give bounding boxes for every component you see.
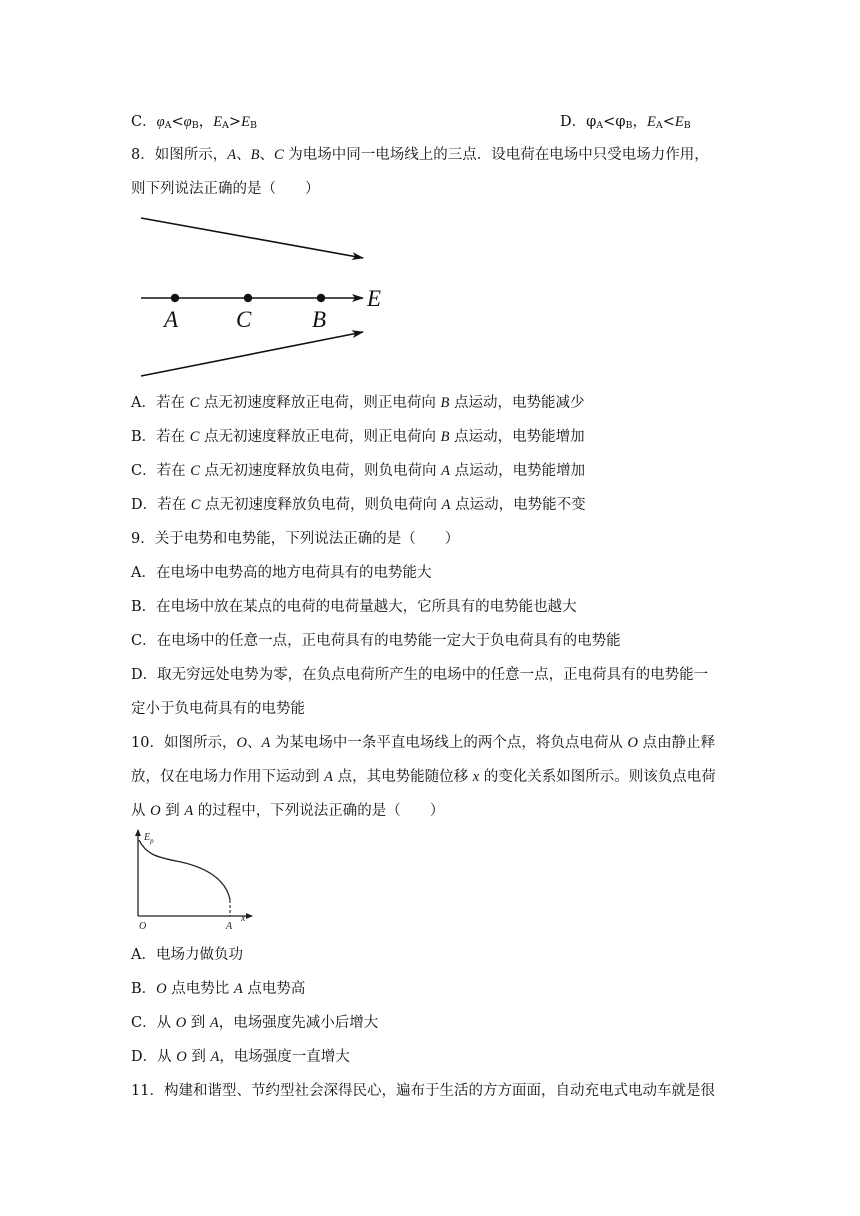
q10-option-c: C．从 O 到 A，电场强度先减小后增大 (131, 1015, 379, 1031)
q8-option-a: A．若在 C 点无初速度释放正电荷，则正电荷向 B 点运动，电势能减少 (131, 395, 585, 411)
q10-option-b: B．O 点电势比 A 点电势高 (131, 981, 306, 997)
q10-option-a: A．电场力做负功 (131, 947, 243, 963)
q8-field-line-figure (135, 210, 395, 380)
lower-field-line (141, 332, 363, 376)
upper-field-line (141, 218, 363, 258)
point-b-label: B (312, 307, 327, 332)
point-c-label: C (236, 307, 252, 332)
q9-option-d-line2: 定小于负电荷具有的电势能 (131, 701, 305, 717)
prev-option-c: C．$\varphi_A<\varphi_B$，$E_A>E_B$ D．$\varphi_A<\varphi_B$，$E_A<E_B$ (131, 112, 257, 136)
point-c-dot (244, 294, 252, 302)
q10-ep-x-graph (128, 826, 258, 936)
q10-stem-line2: 放，仅在电场力作用下运动到 A 点，其电势能随位移 x 的变化关系如图所示。则该负点电荷 (131, 769, 716, 785)
q9-option-b: B．在电场中放在某点的电荷的电荷量越大，它所具有的电势能也越大 (131, 599, 577, 615)
origin-label: O (139, 921, 147, 932)
q10-stem-line3: 从 O 到 A 的过程中，下列说法正确的是（ ） (131, 803, 445, 819)
x-axis-label: x (241, 913, 246, 924)
q8-option-b: B．若在 C 点无初速度释放正电荷，则正电荷向 B 点运动，电势能增加 (131, 429, 585, 445)
q11-stem: 11．构建和谐型、节约型社会深得民心，遍布于生活的方方面面，自动充电式电动车就是很 (131, 1083, 715, 1099)
point-a-label: A (164, 307, 179, 332)
q9-option-a: A．在电场中电势高的地方电荷具有的电势能大 (131, 565, 432, 581)
point-b-dot (317, 294, 325, 302)
field-e-label: E (367, 286, 382, 311)
prev-option-d: D．$\varphi_A<\varphi_B$，$E_A<E_B$ (560, 114, 691, 131)
q10-stem-line1: 10．如图所示，O、A 为某电场中一条平直电场线上的两个点，将负点电荷从 O 点由静止释 (131, 735, 716, 751)
point-a-dot (171, 294, 179, 302)
q9-option-d-line1: D．取无穷远处电势为零，在负点电荷所产生的电场中的任意一点，正电荷具有的电势能一 (131, 667, 709, 683)
q9-stem: 9．关于电势和电势能，下列说法正确的是（ ） (131, 531, 460, 547)
q8-stem-line2: 则下列说法正确的是（ ） (131, 181, 320, 197)
q8-option-d: D．若在 C 点无初速度释放负电荷，则负电荷向 A 点运动，电势能不变 (131, 497, 586, 513)
q8-stem-line1: 8．如图所示，A、B、C 为电场中同一电场线上的三点．设电荷在电场中只受电场力作用， (131, 147, 709, 163)
ep-curve (139, 840, 230, 900)
point-a-axis-label: A (226, 921, 233, 932)
q10-option-d: D．从 O 到 A，电场强度一直增大 (131, 1049, 350, 1065)
ep-axis-label: $E_p$ (144, 832, 154, 845)
q9-option-c: C．在电场中的任意一点，正电荷具有的电势能一定大于负电荷具有的电势能 (131, 633, 621, 649)
q8-option-c: C．若在 C 点无初速度释放负电荷，则负电荷向 A 点运动，电势能增加 (131, 463, 586, 479)
